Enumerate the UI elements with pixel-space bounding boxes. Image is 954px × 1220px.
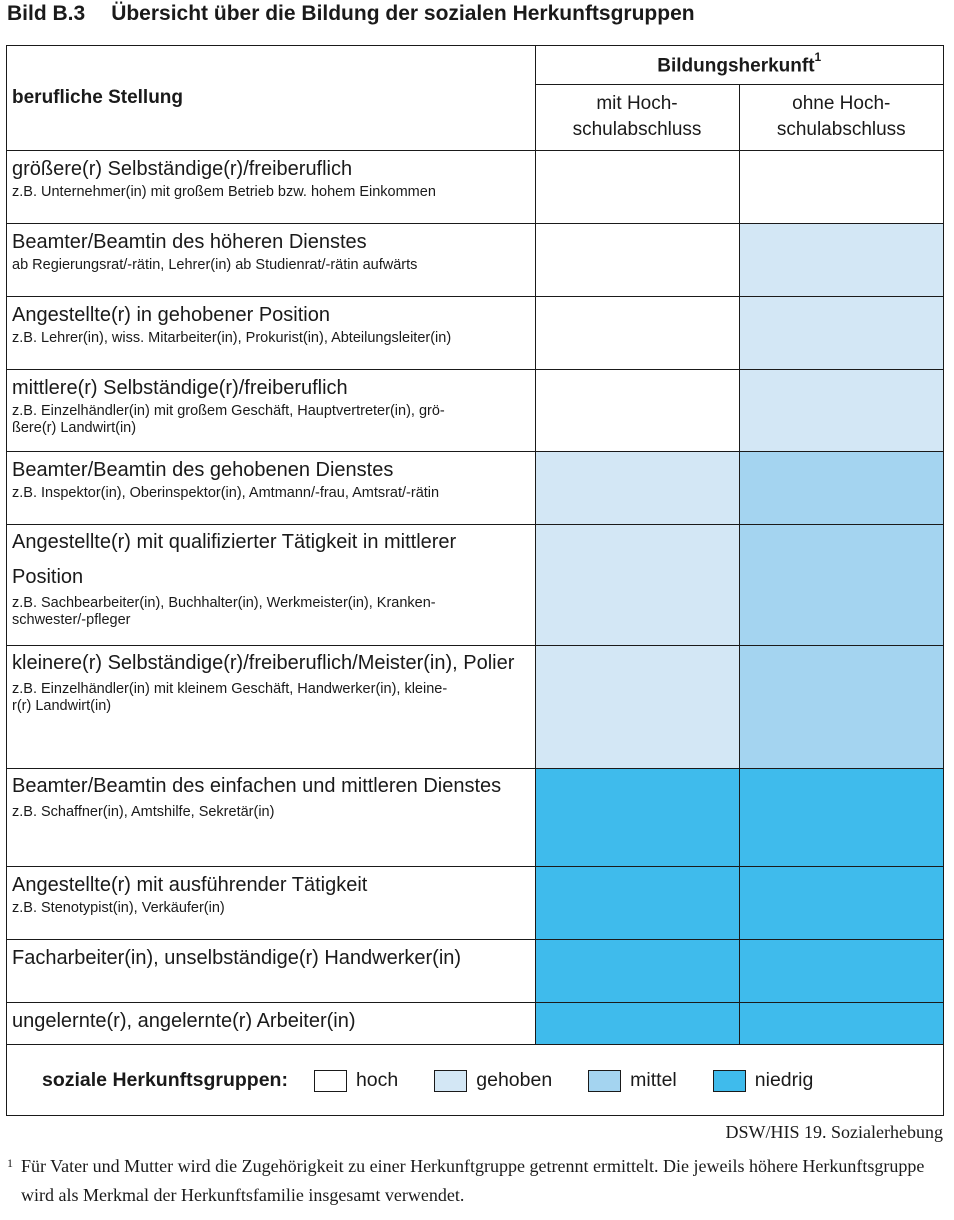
- figure-title-text: Übersicht über die Bildung der sozialen Herkunftsgruppen: [111, 2, 695, 25]
- legend: [7, 1045, 943, 1117]
- level-cell-without-degree: [739, 150, 943, 223]
- legend-label: hoch: [355, 1069, 399, 1091]
- occupation-title: Facharbeiter(in), unselbständige(r) Handwerker(in): [12, 946, 462, 969]
- occupation-title: Angestellte(r) mit qualifizierter Tätigkeit in mittlerer Position: [12, 530, 457, 588]
- level-cell-without-degree: [739, 524, 943, 645]
- level-cell-without-degree: [739, 939, 943, 1002]
- level-cell-with-degree: [535, 524, 739, 645]
- level-cell-without-degree: [739, 296, 943, 369]
- column-header-occupation: [7, 46, 535, 150]
- occupation-title: Angestellte(r) mit ausführender Tätigkeit: [12, 873, 368, 896]
- occupation-cell: [7, 939, 535, 1002]
- header-row-1: [7, 46, 943, 84]
- footnote-mark: 1: [7, 1156, 13, 1170]
- footnote-text: Für Vater und Mutter wird die Zugehörigkeit zu einer Herkunftgruppe getrennt ermittelt. Die jeweils höhere Herkunftsgruppe wird als Merkmal der Herkunftsfamilie insgesamt verwendet.: [21, 1156, 925, 1205]
- occupation-cell: [7, 645, 535, 768]
- legend-label: gehoben: [476, 1069, 553, 1091]
- level-cell-with-degree: [535, 150, 739, 223]
- occupation-cell: [7, 451, 535, 524]
- occupation-example: z.B. Sachbearbeiter(in), Buchhalter(in), Werkmeister(in), Kranken- schwester/-pfleger: [12, 594, 436, 628]
- figure-label: Bild B.3: [7, 2, 86, 25]
- occupation-example: z.B. Einzelhändler(in) mit kleinem Geschäft, Handwerker(in), kleine- r(r) Landwirt(in): [12, 680, 448, 714]
- level-cell-without-degree: [739, 451, 943, 524]
- legend-swatch: [588, 1070, 621, 1092]
- legend-item-mittel: [588, 1069, 677, 1092]
- occupation-example: z.B. Inspektor(in), Oberinspektor(in), Amtmann/-frau, Amtsrat/-rätin: [12, 484, 440, 501]
- level-cell-with-degree: [535, 369, 739, 451]
- figure-title: [7, 2, 695, 30]
- occupation-example: ab Regierungsrat/-rätin, Lehrer(in) ab Studienrat/-rätin aufwärts: [12, 256, 418, 273]
- occupation-cell: [7, 1002, 535, 1044]
- legend-items: [314, 1069, 849, 1092]
- level-cell-with-degree: [535, 939, 739, 1002]
- occupation-title: Beamter/Beamtin des gehobenen Dienstes: [12, 458, 394, 481]
- occupation-cell: [7, 150, 535, 223]
- column-header-occupation-label: berufliche Stellung: [12, 86, 184, 108]
- level-cell-with-degree: [535, 768, 739, 866]
- occupation-cell: [7, 296, 535, 369]
- occupation-cell: [7, 369, 535, 451]
- legend-title: soziale Herkunftsgruppen:: [42, 1069, 288, 1091]
- legend-swatch: [434, 1070, 467, 1092]
- occupation-title: Angestellte(r) in gehobener Position: [12, 303, 330, 326]
- table-row: [7, 150, 943, 223]
- occupation-title: kleinere(r) Selbständige(r)/freiberuflich/Meister(in), Polier: [12, 651, 515, 674]
- occupation-cell: [7, 524, 535, 645]
- legend-item-niedrig: [713, 1069, 814, 1092]
- occupation-example: z.B. Einzelhändler(in) mit großem Geschäft, Hauptvertreter(in), grö- ßere(r) Landwirt(in): [12, 402, 445, 436]
- level-cell-with-degree: [535, 866, 739, 939]
- column-header-without-degree-label: ohne Hoch- schulabschluss: [776, 93, 906, 140]
- level-cell-without-degree: [739, 369, 943, 451]
- legend-swatch: [713, 1070, 746, 1092]
- occupation-cell: [7, 866, 535, 939]
- table-row: [7, 223, 943, 296]
- table-row: [7, 768, 943, 866]
- table-row: [7, 524, 943, 645]
- table-row: [7, 451, 943, 524]
- occupation-example: z.B. Lehrer(in), wiss. Mitarbeiter(in), Prokurist(in), Abteilungsleiter(in): [12, 329, 452, 346]
- level-cell-without-degree: [739, 866, 943, 939]
- level-cell-with-degree: [535, 1002, 739, 1044]
- table-row: [7, 866, 943, 939]
- column-header-without-degree: [739, 84, 943, 150]
- legend-label: niedrig: [754, 1069, 814, 1091]
- level-cell-with-degree: [535, 451, 739, 524]
- level-cell-without-degree: [739, 645, 943, 768]
- column-group-header: [535, 46, 943, 84]
- occupation-cell: [7, 223, 535, 296]
- level-cell-without-degree: [739, 1002, 943, 1044]
- column-header-with-degree: [535, 84, 739, 150]
- occupation-title: mittlere(r) Selbständige(r)/freiberuflich: [12, 376, 348, 399]
- legend-item-hoch: [314, 1069, 398, 1092]
- column-group-header-label: Bildungsherkunft: [657, 54, 815, 76]
- occupation-title: ungelernte(r), angelernte(r) Arbeiter(in): [12, 1009, 356, 1032]
- table-row: [7, 296, 943, 369]
- level-cell-with-degree: [535, 223, 739, 296]
- level-cell-with-degree: [535, 645, 739, 768]
- table-grid: [7, 46, 943, 1045]
- classification-table: [6, 45, 944, 1116]
- table-row: [7, 369, 943, 451]
- occupation-example: z.B. Stenotypist(in), Verkäufer(in): [12, 899, 225, 916]
- occupation-title: Beamter/Beamtin des einfachen und mittleren Dienstes: [12, 774, 502, 797]
- level-cell-with-degree: [535, 296, 739, 369]
- table-row: [7, 645, 943, 768]
- level-cell-without-degree: [739, 768, 943, 866]
- occupation-title: größere(r) Selbständige(r)/freiberuflich: [12, 157, 353, 180]
- legend-item-gehoben: [434, 1069, 552, 1092]
- column-header-with-degree-label: mit Hoch- schulabschluss: [572, 93, 702, 140]
- footnote: [7, 1152, 937, 1210]
- footnote-reference: 1: [814, 49, 822, 64]
- occupation-title: Beamter/Beamtin des höheren Dienstes: [12, 230, 367, 253]
- occupation-cell: [7, 768, 535, 866]
- legend-label: mittel: [630, 1069, 677, 1091]
- table-row: [7, 1002, 943, 1044]
- occupation-example: z.B. Schaffner(in), Amtshilfe, Sekretär(in): [12, 803, 275, 820]
- legend-swatch: [314, 1070, 347, 1092]
- source-note: DSW/HIS 19. Sozialerhebung: [725, 1122, 943, 1142]
- table-row: [7, 939, 943, 1002]
- level-cell-without-degree: [739, 223, 943, 296]
- occupation-example: z.B. Unternehmer(in) mit großem Betrieb bzw. hohem Einkommen: [12, 183, 436, 200]
